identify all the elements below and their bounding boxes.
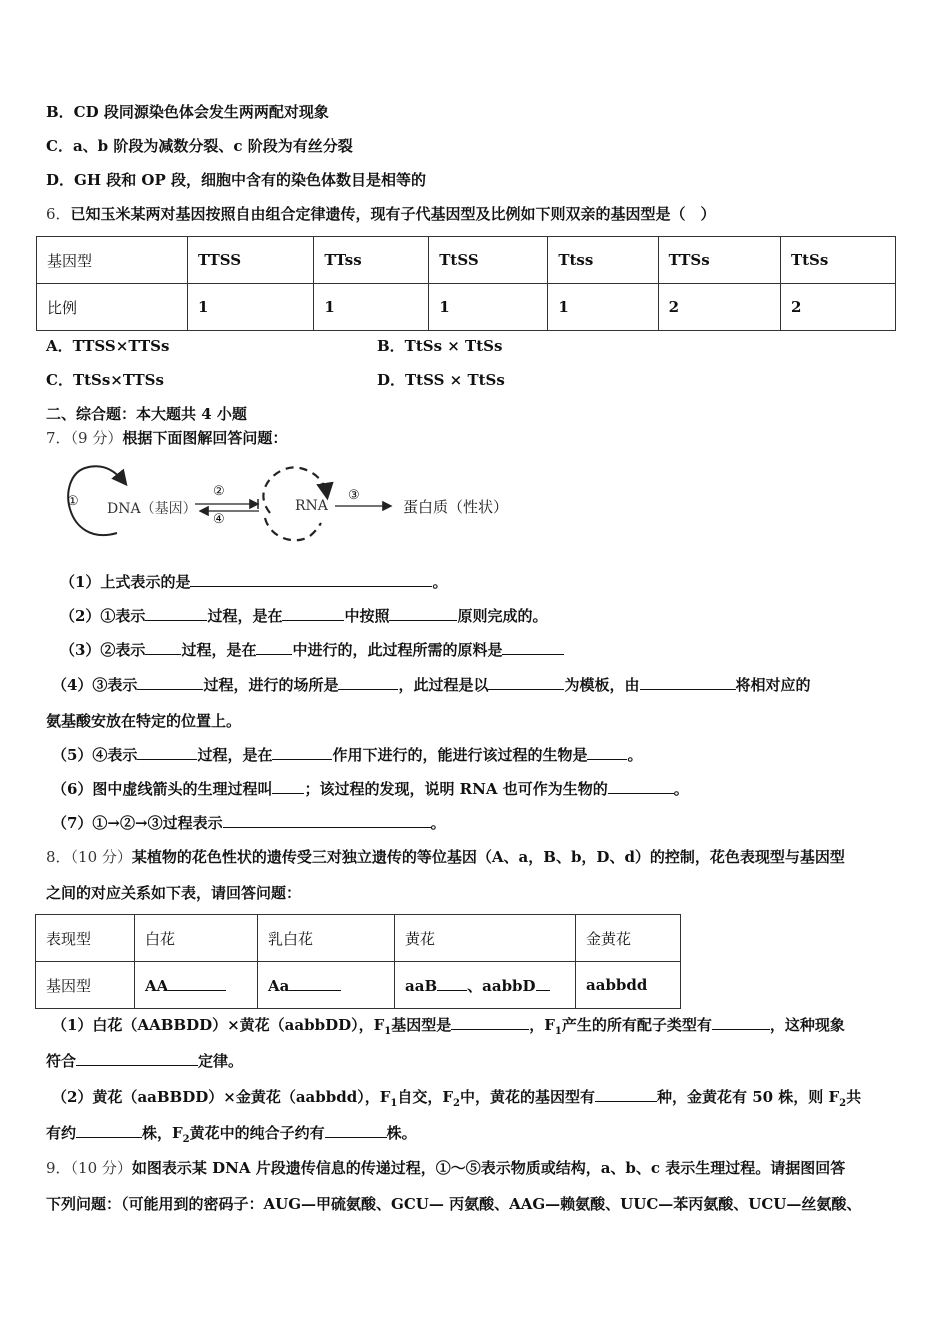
text: 株，F [142, 1124, 183, 1142]
q8-sub2 [52, 1087, 861, 1114]
q8-sub2-cont [46, 1123, 417, 1150]
table-cell: 白花 [135, 915, 258, 962]
text: 株。 [386, 1124, 417, 1142]
text: 将相对应的 [735, 676, 811, 694]
text: （2）黄花（aaBBDD）×金黄花（aabbdd），F [52, 1088, 391, 1106]
answer-blank[interactable] [325, 1123, 387, 1138]
q7-sub3 [60, 640, 564, 660]
answer-blank[interactable] [502, 640, 564, 655]
answer-blank[interactable] [608, 779, 674, 794]
table-cell: 2 [658, 284, 780, 331]
table-cell: 2 [780, 284, 895, 331]
answer-blank[interactable] [437, 976, 467, 991]
answer-blank[interactable] [223, 813, 431, 828]
q7-sub6 [52, 779, 689, 799]
text: 作用下进行的，能进行该过程的生物是 [332, 746, 588, 764]
table-cell: 1 [429, 284, 548, 331]
text: （6）图中虚线箭头的生理过程叫 [52, 780, 273, 798]
answer-blank[interactable] [145, 606, 207, 621]
answer-blank[interactable] [640, 675, 736, 690]
q9-stem-cont: 下列问题：（可能用到的密码子：AUG—甲硫氨酸、GCU— 丙氨酸、AAG—赖氨酸、UUC—苯丙氨酸、UCU—丝氨酸、 [46, 1195, 862, 1213]
label-circle-2: ② [213, 484, 225, 499]
dna-label: DNA（基因） [107, 501, 197, 517]
rna-label: RNA [295, 498, 328, 514]
table-row [37, 284, 896, 331]
q7-sub7 [52, 813, 446, 833]
q7-sub2 [60, 606, 548, 626]
table-header: 基因型 [36, 962, 135, 1009]
text: 、aabbD [467, 976, 536, 995]
subscript: 1 [390, 1098, 398, 1109]
q8-sub1 [52, 1015, 845, 1042]
text: 共 [846, 1088, 862, 1106]
q6-genotype-table [36, 236, 896, 331]
q7-number: 7． [46, 429, 71, 447]
text: AA [145, 976, 169, 995]
q6-stem [46, 204, 716, 224]
answer-blank[interactable] [289, 976, 341, 991]
answer-blank[interactable] [451, 1015, 529, 1030]
label-circle-4: ④ [213, 512, 225, 527]
table-cell: 黄花 [395, 915, 576, 962]
q7-sub1 [60, 572, 447, 592]
label-circle-3: ③ [348, 488, 360, 503]
table-cell [258, 962, 395, 1009]
answer-blank[interactable] [76, 1123, 142, 1138]
text: aaB [405, 976, 438, 995]
q6-stem-text: 已知玉米某两对基因按照自由组合定律遗传，现有子代基因型及比例如下则双亲的基因型是（ ） [70, 205, 716, 223]
text: 过程，进行的场所是 [203, 676, 339, 694]
text: 原则完成的。 [457, 607, 548, 625]
table-cell: 1 [314, 284, 429, 331]
text: 基因型是 [391, 1016, 452, 1034]
text: Aa [268, 976, 290, 995]
text: （7）①→②→③过程表示 [52, 814, 223, 832]
table-cell: 1 [188, 284, 314, 331]
text: ，这种现象 [769, 1016, 845, 1034]
text: （1）上式表示的是 [60, 573, 191, 591]
central-dogma-diagram [55, 458, 535, 548]
answer-blank[interactable] [76, 1051, 198, 1066]
text: 中进行的，此过程所需的原料是 [292, 641, 503, 659]
answer-blank[interactable] [168, 976, 226, 991]
protein-label: 蛋白质（性状） [403, 498, 509, 516]
label-circle-1: ① [67, 494, 79, 509]
table-cell: TTSs [658, 237, 780, 284]
text: 。 [430, 814, 446, 832]
text: 符合 [46, 1052, 77, 1070]
answer-blank[interactable] [389, 606, 457, 621]
answer-blank[interactable] [282, 606, 344, 621]
q9-score: （10 分） [70, 1159, 132, 1177]
text: ；该过程的发现，说明 RNA 也可作为生物的 [304, 780, 608, 798]
text: 黄花中的纯合子约有 [189, 1124, 325, 1142]
q7-stem [46, 428, 287, 448]
answer-blank[interactable] [712, 1015, 770, 1030]
table-cell: 乳白花 [258, 915, 395, 962]
q7-sub5 [52, 745, 643, 765]
q7-stem-text: 根据下面图解回答问题： [122, 429, 288, 447]
table-cell [135, 962, 258, 1009]
q8-sub1-cont [46, 1051, 243, 1071]
subscript: 1 [554, 1026, 562, 1037]
q6-option-c: C．TtSs×TTSs [46, 371, 164, 389]
table-cell: Ttss [548, 237, 658, 284]
q8-phenotype-table [35, 914, 681, 1009]
text: 过程，是在 [197, 746, 273, 764]
table-cell: 1 [548, 284, 658, 331]
text: 有约 [46, 1124, 77, 1142]
table-header: 表现型 [36, 915, 135, 962]
text: 。 [627, 746, 643, 764]
text: 种，金黄花有 50 株，则 F [656, 1088, 840, 1106]
text: （1）白花（AABBDD）×黄花（aabbDD），F [52, 1016, 385, 1034]
answer-blank[interactable] [338, 675, 398, 690]
q7-score: （9 分） [70, 429, 123, 447]
q9-stem [46, 1158, 845, 1178]
text: （2）①表示 [60, 607, 146, 625]
answer-blank[interactable] [190, 572, 432, 587]
q8-stem-cont: 之间的对应关系如下表，请回答问题： [46, 884, 302, 902]
answer-blank[interactable] [256, 640, 292, 655]
q8-number: 8． [46, 848, 71, 866]
answer-blank[interactable] [272, 745, 332, 760]
text: （4）③表示 [52, 676, 138, 694]
table-header: 基因型 [37, 237, 188, 284]
q5-option-d: D．GH 段和 OP 段，细胞中含有的染色体数目是相等的 [46, 171, 427, 189]
answer-blank[interactable] [587, 745, 627, 760]
table-cell: TtSS [429, 237, 548, 284]
text: 如图表示某 DNA 片段遗传信息的传递过程，①～⑤表示物质或结构，a、b、c 表示生理过程。请据图回答 [131, 1159, 846, 1177]
text: ，F [529, 1016, 555, 1034]
text: （5）④表示 [52, 746, 138, 764]
q5-option-b: B．CD 段同源染色体会发生两两配对现象 [46, 103, 329, 121]
table-cell [395, 962, 576, 1009]
table-row [36, 962, 681, 1009]
section2-title: 二、综合题：本大题共 4 小题 [46, 405, 247, 423]
text: 为模板，由 [564, 676, 640, 694]
answer-blank[interactable] [137, 745, 197, 760]
answer-blank[interactable] [137, 675, 203, 690]
text: 中按照 [344, 607, 390, 625]
text: 过程，是在 [181, 641, 257, 659]
q6-option-a: A．TTSS×TTSs [46, 337, 170, 355]
table-cell: TtSs [780, 237, 895, 284]
table-cell: TTSS [188, 237, 314, 284]
text: 某植物的花色性状的遗传受三对独立遗传的等位基因（A、a，B、b，D、d）的控制，花色表现型与基因型 [131, 848, 845, 866]
q6-option-d: D．TtSS × TtSs [377, 371, 505, 389]
q7-sub4-cont: 氨基酸安放在特定的位置上。 [46, 712, 242, 730]
text: 自交，F [397, 1088, 453, 1106]
text: 定律。 [198, 1052, 244, 1070]
text: 。 [432, 573, 448, 591]
subscript: 2 [182, 1134, 190, 1145]
q9-number: 9． [46, 1159, 71, 1177]
q6-number: 6． [46, 205, 71, 223]
answer-blank[interactable] [488, 675, 564, 690]
table-cell: 金黄花 [576, 915, 681, 962]
text: 过程，是在 [207, 607, 283, 625]
text: 产生的所有配子类型有 [561, 1016, 712, 1034]
q8-stem [46, 847, 845, 867]
answer-blank[interactable] [272, 779, 304, 794]
table-row [37, 237, 896, 284]
answer-blank[interactable] [595, 1087, 657, 1102]
subscript: 1 [384, 1026, 392, 1037]
text: 中，黄花的基因型有 [459, 1088, 595, 1106]
text: （3）②表示 [60, 641, 146, 659]
text: 。 [673, 780, 689, 798]
table-header: 比例 [37, 284, 188, 331]
table-cell: aabbdd [576, 962, 681, 1009]
subscript: 2 [452, 1098, 460, 1109]
q7-sub4 [52, 675, 811, 695]
q5-option-c: C．a、b 阶段为减数分裂、c 阶段为有丝分裂 [46, 137, 353, 155]
answer-blank[interactable] [145, 640, 181, 655]
subscript: 2 [839, 1098, 847, 1109]
table-cell: TTss [314, 237, 429, 284]
text: ，此过程是以 [398, 676, 489, 694]
q6-option-b: B．TtSs × TtSs [377, 337, 503, 355]
answer-blank[interactable] [536, 976, 550, 991]
q8-score: （10 分） [70, 848, 132, 866]
table-row [36, 915, 681, 962]
